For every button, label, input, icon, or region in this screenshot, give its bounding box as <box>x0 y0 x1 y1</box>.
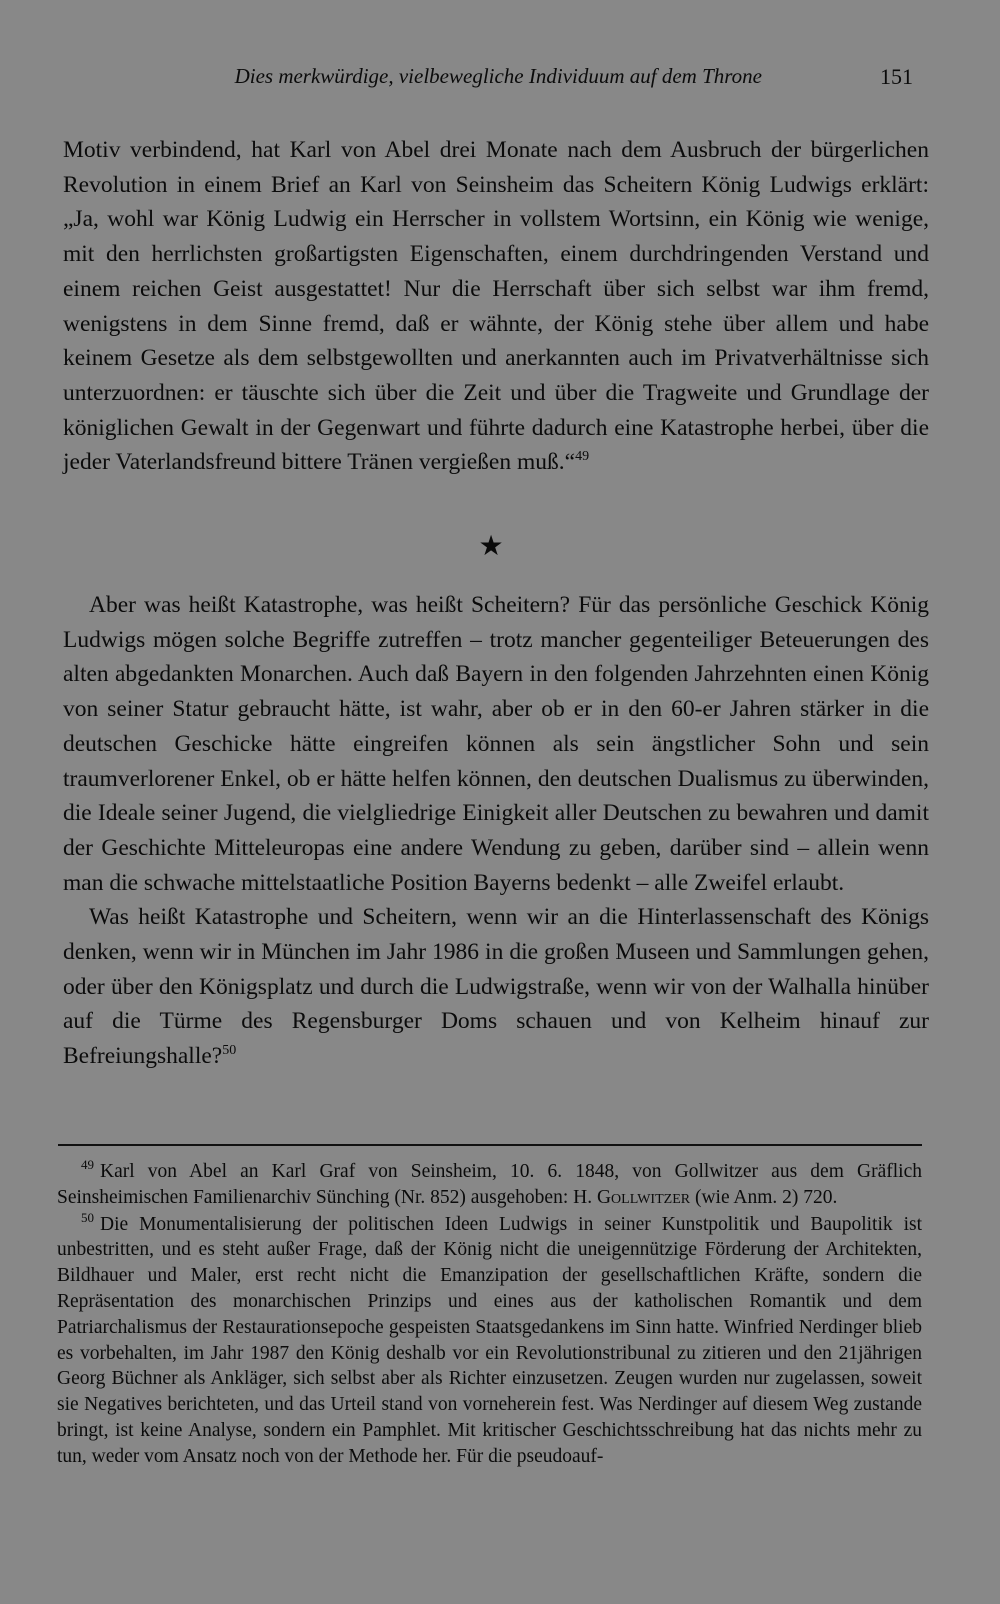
running-head: Dies merkwürdige, vielbewegliche Individuum auf dem Throne <box>234 64 762 88</box>
footnote-reference: 50 <box>222 1043 237 1059</box>
footnote-text: Die Monumentalisierung der politischen Ideen Ludwigs in seiner Kunstpolitik und Baupolitik ist unbestritten, und es steht außer Frage, daß der König nicht die uneigennützige Förderung der Architekten, Bildhauer und Maler, erst recht nicht die Emanzipation der gesellschaftlichen Kräfte, sondern die Repräsentation des monarchischen Prinzips und eines aus der katholischen Romantik und dem Patriarchalismus der Restaurationsepoche gespeisten Staatsgedankens im Sinn hatte. Winfried Nerdinger blieb es vorbehalten, im Jahr 1987 den König deshalb vor ein Revolutionstribunal zu zitieren und den 21jährigen Georg Büchner als Ankläger, sich selbst aber als Richter einzusetzen. Zeugen wurden nur zugelassen, soweit sie Negatives berichteten, und das Urteil stand von vorneherein fest. Was Nerdinger auf diesem Weg zustande bringt, ist keine Analyse, sondern ein Pamphlet. Mit kritischer Geschichtsschreibung hat das nichts mehr zu tun, weder vom Ansatz noch von der Methode her. Für die pseudoauf- <box>57 1213 922 1467</box>
footnote-number: 50 <box>81 1209 94 1225</box>
paragraph-text: Was heißt Katastrophe und Scheitern, wenn wir an die Hinterlassenschaft des Königs denken, wenn wir in München im Jahr 1986 in die großen Museen und Sammlungen gehen, oder über den Königsplatz und durch die Ludwigstraße, wenn wir von der Walhalla hinüber auf die Türme des Regensburger Doms schauen und von Kelheim hinauf zur Befreiungshalle? <box>63 904 929 1070</box>
footnote-author: Gollwitzer <box>596 1186 691 1208</box>
footnotes <box>57 1159 922 1470</box>
footnote-number: 49 <box>81 1157 94 1172</box>
main-text-block-2 <box>63 588 929 1074</box>
footnote-text: Karl von Abel an Karl Graf von Seinsheim, 10. 6. 1848, von Gollwitzer aus dem Gräflich Seinsheimischen Familienarchiv Sünching (Nr. 852) ausgehoben: H. <box>57 1161 922 1208</box>
paragraph: Aber was heißt Katastrophe, was heißt Scheitern? Für das persönliche Geschick König Ludwigs mögen solche Begriffe zutreffen – trotz mancher gegenteiliger Beteuerungen des alten abgedankten Monarchen. Auch daß Bayern in den folgenden Jahrzehnten einen König von seiner Statur gebraucht hätte, ist wahr, aber ob er in den 60-er Jahren stärker in die deutschen Geschicke hätte eingreifen können als sein ängstlicher Sohn und sein traumverlorener Enkel, ob er hätte helfen können, den deutschen Dualismus zu überwinden, die Ideale seiner Jugend, die vielgliedrige Einigkeit aller Deutschen zu bewahren und damit der Geschichte Mitteleuropas eine andere Wendung zu geben, darüber sind – allein wenn man die schwache mittelstaatliche Position Bayerns bedenkt – alle Zweifel erlaubt. <box>63 592 929 896</box>
footnote-49 <box>57 1159 922 1211</box>
footnote-reference: 49 <box>575 449 590 465</box>
paragraph-closing <box>63 900 929 1074</box>
main-text-block-1 <box>63 133 929 480</box>
footnote-50 <box>57 1209 922 1470</box>
paragraph-quote <box>63 133 929 480</box>
page-number: 151 <box>880 64 913 89</box>
footnote-divider <box>58 1144 922 1146</box>
footnote-text-end: (wie Anm. 2) 720. <box>690 1186 838 1208</box>
section-separator-star: ★ <box>478 531 504 562</box>
paragraph-text: Motiv verbindend, hat Karl von Abel drei Monate nach dem Ausbruch der bürgerlichen Revolution in einem Brief an Karl von Seinsheim das Scheitern König Ludwigs erklärt: „Ja, wohl war König Ludwig ein Herrscher in vollstem Wortsinn, ein König wie wenige, mit den herrlichsten großartigsten Eigenschaften, einem durchdringenden Verstand und einem reichen Geist ausgestattet! Nur die Herrschaft über sich selbst war ihm fremd, wenigstens in dem Sinne fremd, daß er wähnte, der König stehe über allem und habe keinem Gesetze als dem selbstgewollten und anerkannten auch im Privatverhältnisse sich unterzuordnen: er täuschte sich über die Zeit und über die Tragweite und Grundlage der königlichen Gewalt in der Gegenwart und führte dadurch eine Katastrophe herbei, über die jeder Vaterlandsfreund bittere Tränen vergießen muß.“ <box>63 137 929 476</box>
